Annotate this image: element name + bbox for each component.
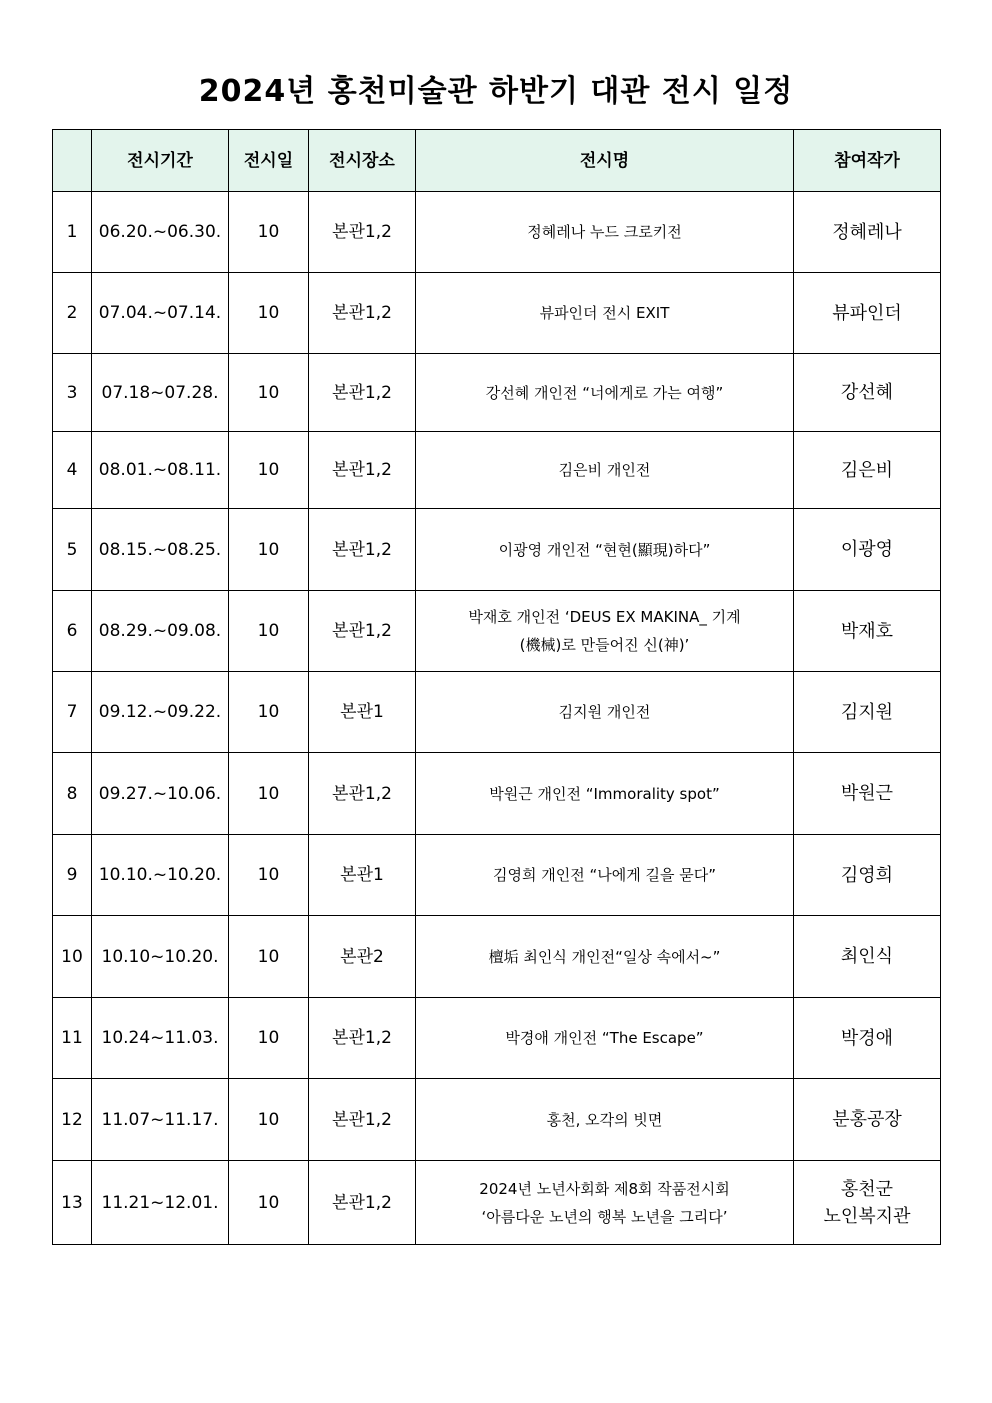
row-venue: 본관1,2 xyxy=(309,432,416,509)
row-period: 11.07~11.17. xyxy=(92,1079,229,1161)
exhibition-schedule-table xyxy=(52,129,941,1245)
row-period: 10.10.~10.20. xyxy=(92,835,229,916)
row-period: 08.01.~08.11. xyxy=(92,432,229,509)
row-artist: 최인식 xyxy=(794,916,941,998)
row-exhibition-name: 박원근 개인전 “Immorality spot” xyxy=(416,753,794,835)
row-artist: 이광영 xyxy=(794,509,941,591)
header-period: 전시기간 xyxy=(92,130,229,192)
row-venue: 본관1,2 xyxy=(309,753,416,835)
row-artist: 박원근 xyxy=(794,753,941,835)
row-exhibition-name: 김은비 개인전 xyxy=(416,432,794,509)
row-artist: 김은비 xyxy=(794,432,941,509)
table-row xyxy=(53,672,941,753)
table-row xyxy=(53,192,941,273)
row-period: 11.21~12.01. xyxy=(92,1161,229,1245)
row-artist: 뷰파인더 xyxy=(794,273,941,354)
row-number: 6 xyxy=(53,591,92,672)
row-exhibition-name: 이광영 개인전 “현현(顯現)하다” xyxy=(416,509,794,591)
row-period: 10.24~11.03. xyxy=(92,998,229,1079)
header-venue: 전시장소 xyxy=(309,130,416,192)
row-venue: 본관1,2 xyxy=(309,1161,416,1245)
row-artist: 분홍공장 xyxy=(794,1079,941,1161)
row-exhibition-name: 김영희 개인전 “나에게 길을 묻다” xyxy=(416,835,794,916)
row-period: 06.20.~06.30. xyxy=(92,192,229,273)
row-venue: 본관1 xyxy=(309,672,416,753)
row-number: 7 xyxy=(53,672,92,753)
row-exhibition-name: 정혜레나 누드 크로키전 xyxy=(416,192,794,273)
row-period: 07.18~07.28. xyxy=(92,354,229,432)
row-days: 10 xyxy=(229,432,309,509)
table-row xyxy=(53,509,941,591)
row-period: 09.12.~09.22. xyxy=(92,672,229,753)
row-exhibition-name: 박경애 개인전 “The Escape” xyxy=(416,998,794,1079)
row-exhibition-name: 박재호 개인전 ‘DEUS EX MAKINA_ 기계 (機械)로 만들어진 신(神)’ xyxy=(416,591,794,672)
table-row xyxy=(53,916,941,998)
row-artist: 박경애 xyxy=(794,998,941,1079)
row-exhibition-name: 檀垢 최인식 개인전“일상 속에서~” xyxy=(416,916,794,998)
row-number: 13 xyxy=(53,1161,92,1245)
row-venue: 본관1,2 xyxy=(309,354,416,432)
row-exhibition-name: 2024년 노년사회화 제8회 작품전시회 ‘아름다운 노년의 행복 노년을 그리다’ xyxy=(416,1161,794,1245)
header-days: 전시일 xyxy=(229,130,309,192)
row-number: 10 xyxy=(53,916,92,998)
row-days: 10 xyxy=(229,753,309,835)
row-number: 11 xyxy=(53,998,92,1079)
row-days: 10 xyxy=(229,1079,309,1161)
table-row xyxy=(53,1079,941,1161)
page-title: 2024년 홍천미술관 하반기 대관 전시 일정 xyxy=(198,74,794,109)
row-venue: 본관1,2 xyxy=(309,591,416,672)
table-row xyxy=(53,835,941,916)
table-row xyxy=(53,273,941,354)
table-row xyxy=(53,354,941,432)
row-number: 5 xyxy=(53,509,92,591)
row-venue: 본관1,2 xyxy=(309,1079,416,1161)
row-venue: 본관1,2 xyxy=(309,509,416,591)
row-exhibition-name: 홍천, 오각의 빗면 xyxy=(416,1079,794,1161)
table-row xyxy=(53,1161,941,1245)
row-days: 10 xyxy=(229,192,309,273)
row-artist: 홍천군 노인복지관 xyxy=(794,1161,941,1245)
row-number: 4 xyxy=(53,432,92,509)
row-venue: 본관2 xyxy=(309,916,416,998)
row-exhibition-name: 강선혜 개인전 “너에게로 가는 여행” xyxy=(416,354,794,432)
row-days: 10 xyxy=(229,998,309,1079)
row-period: 07.04.~07.14. xyxy=(92,273,229,354)
table-body xyxy=(53,192,941,1245)
row-artist: 정혜레나 xyxy=(794,192,941,273)
row-number: 2 xyxy=(53,273,92,354)
row-days: 10 xyxy=(229,509,309,591)
row-number: 9 xyxy=(53,835,92,916)
row-number: 1 xyxy=(53,192,92,273)
row-days: 10 xyxy=(229,273,309,354)
row-period: 10.10~10.20. xyxy=(92,916,229,998)
row-days: 10 xyxy=(229,672,309,753)
row-artist: 김영희 xyxy=(794,835,941,916)
row-days: 10 xyxy=(229,591,309,672)
row-venue: 본관1,2 xyxy=(309,273,416,354)
row-venue: 본관1,2 xyxy=(309,192,416,273)
row-days: 10 xyxy=(229,835,309,916)
row-number: 3 xyxy=(53,354,92,432)
row-period: 08.15.~08.25. xyxy=(92,509,229,591)
row-days: 10 xyxy=(229,916,309,998)
header-artist: 참여작가 xyxy=(794,130,941,192)
row-period: 08.29.~09.08. xyxy=(92,591,229,672)
row-artist: 강선혜 xyxy=(794,354,941,432)
row-venue: 본관1,2 xyxy=(309,998,416,1079)
row-exhibition-name: 뷰파인더 전시 EXIT xyxy=(416,273,794,354)
row-artist: 김지원 xyxy=(794,672,941,753)
table-row xyxy=(53,432,941,509)
table-row xyxy=(53,591,941,672)
table-row xyxy=(53,753,941,835)
row-exhibition-name: 김지원 개인전 xyxy=(416,672,794,753)
header-name: 전시명 xyxy=(416,130,794,192)
row-days: 10 xyxy=(229,1161,309,1245)
table-row xyxy=(53,998,941,1079)
row-number: 12 xyxy=(53,1079,92,1161)
row-venue: 본관1 xyxy=(309,835,416,916)
table-header-row xyxy=(53,130,941,192)
row-number: 8 xyxy=(53,753,92,835)
row-artist: 박재호 xyxy=(794,591,941,672)
row-days: 10 xyxy=(229,354,309,432)
header-no xyxy=(53,130,92,192)
row-period: 09.27.~10.06. xyxy=(92,753,229,835)
